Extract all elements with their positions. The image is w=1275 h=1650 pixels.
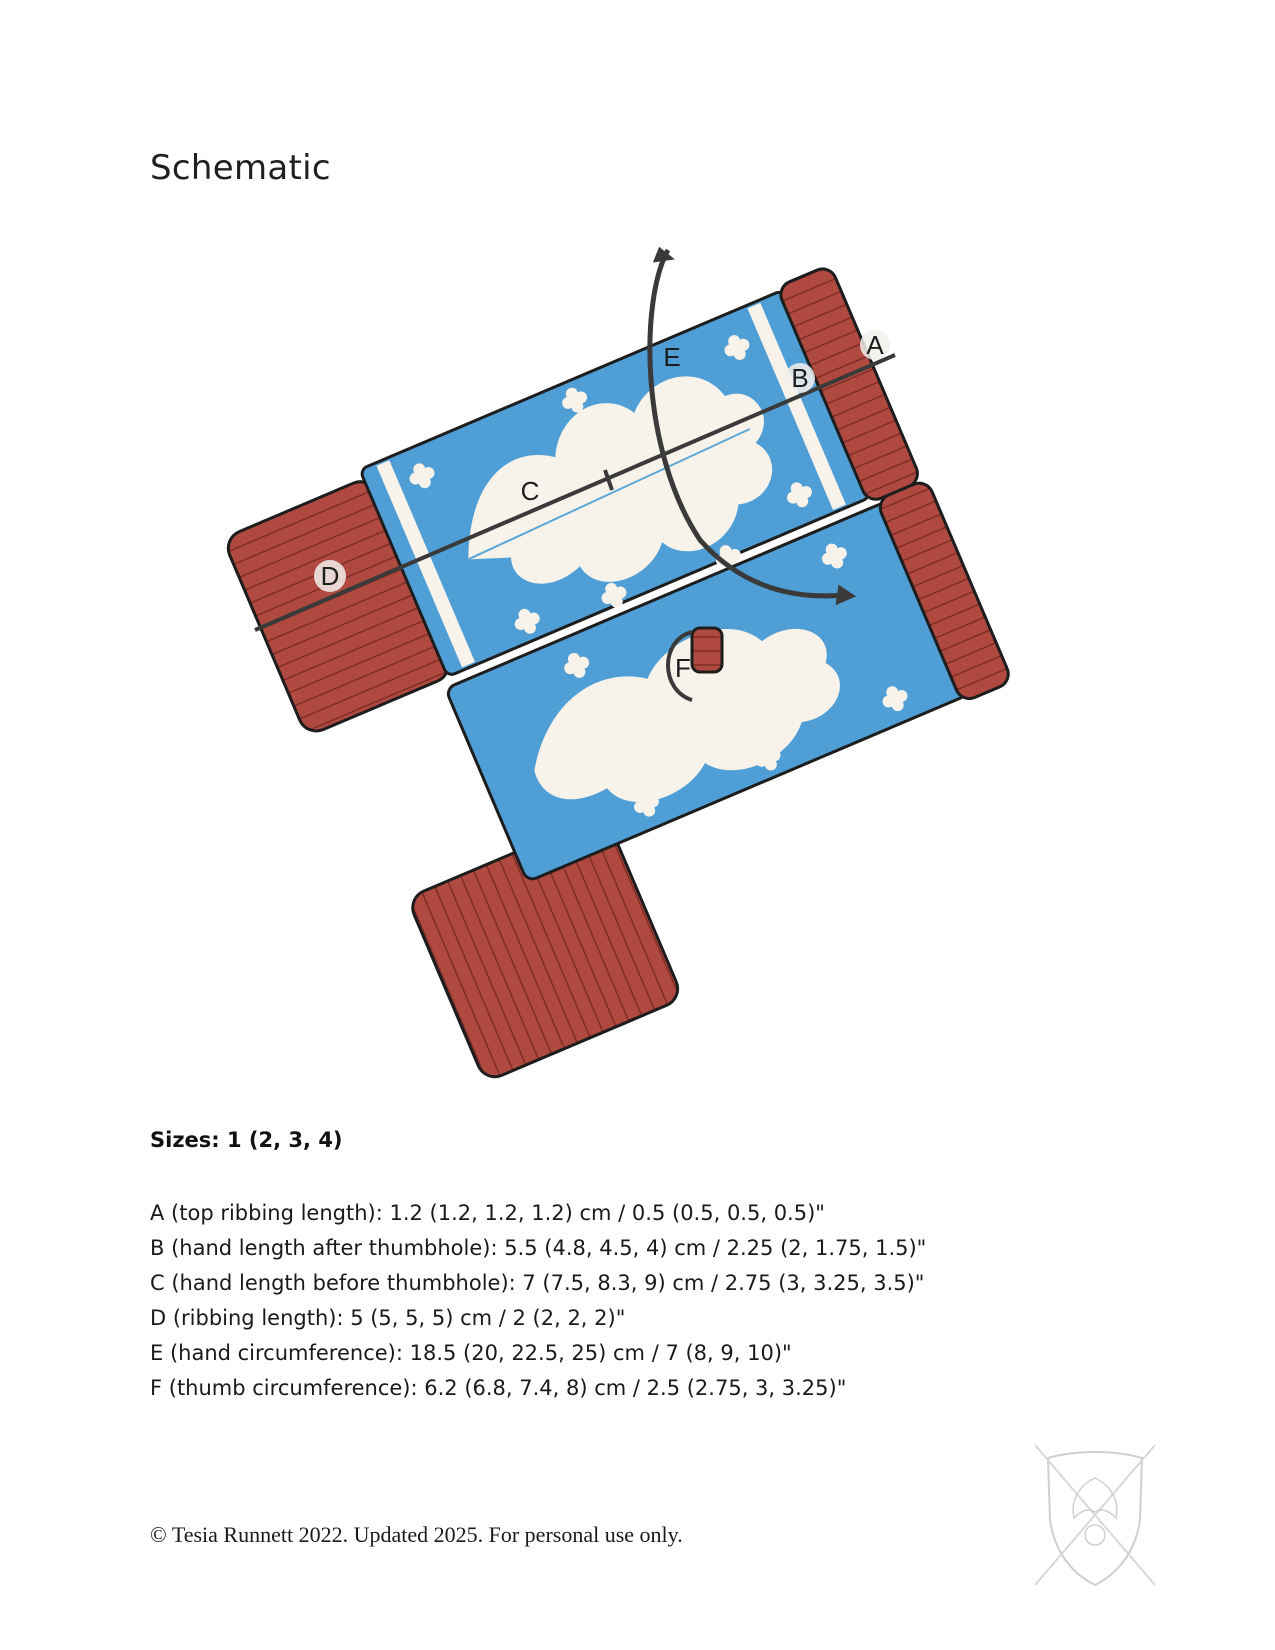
svg-text:C: C (520, 476, 540, 506)
label-c (521, 476, 540, 506)
label-d (314, 560, 346, 592)
svg-text:F: F (675, 653, 691, 683)
measurement-e: E (hand circumference): 18.5 (20, 22.5, 25) cm / 7 (8, 9, 10)" (150, 1341, 792, 1365)
crest-logo (1030, 1440, 1160, 1590)
sizes-heading: Sizes: 1 (2, 3, 4) (150, 1128, 343, 1152)
measurement-a: A (top ribbing length): 1.2 (1.2, 1.2, 1.2) cm / 0.5 (0.5, 0.5, 0.5)" (150, 1201, 825, 1225)
svg-text:B: B (791, 363, 809, 393)
measurement-d: D (ribbing length): 5 (5, 5, 5) cm / 2 (2, 2, 2)" (150, 1306, 626, 1330)
copyright-notice: © Tesia Runnett 2022. Updated 2025. For personal use only. (150, 1522, 683, 1547)
thumb-ribbing (692, 628, 722, 672)
measurement-b: B (hand length after thumbhole): 5.5 (4.8, 4.5, 4) cm / 2.25 (2, 1.75, 1.5)" (150, 1236, 927, 1260)
label-a (860, 330, 890, 360)
measurement-f: F (thumb circumference): 6.2 (6.8, 7.4, 8) cm / 2.5 (2.75, 3, 3.25)" (150, 1376, 847, 1400)
label-b (785, 363, 815, 393)
measurement-list (150, 1196, 926, 1406)
label-f (675, 653, 691, 683)
svg-text:D: D (320, 561, 340, 591)
page-title: Schematic (150, 148, 331, 188)
svg-text:E: E (663, 342, 681, 372)
label-e (663, 342, 680, 372)
measurement-c: C (hand length before thumbhole): 7 (7.5, 8.3, 9) cm / 2.75 (3, 3.25, 3.5)" (150, 1271, 925, 1295)
svg-text:A: A (866, 330, 884, 360)
